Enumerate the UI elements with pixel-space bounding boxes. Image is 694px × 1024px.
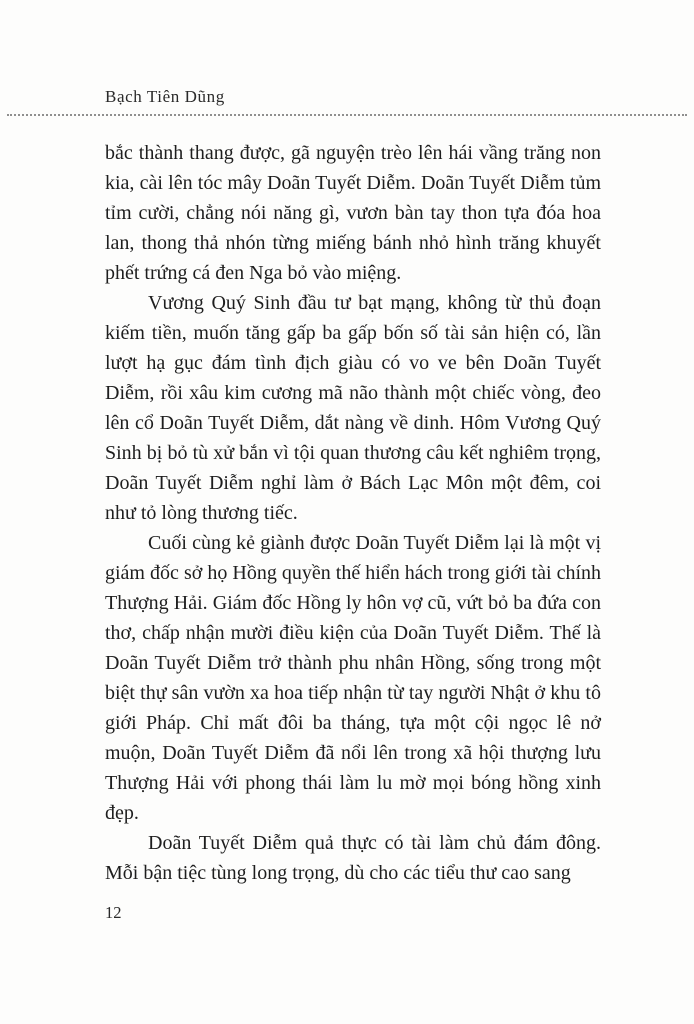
page-header <box>105 87 225 107</box>
body-text <box>105 138 601 888</box>
paragraph: bắc thành thang được, gã nguyện trèo lên hái vầng trăng non kia, cài lên tóc mây Doãn Tuyết Diễm. Doãn Tuyết Diễm tủm tỉm cười, chẳng nói năng gì, vươn bàn tay thon tựa đóa hoa lan, thong thả nhón từng miếng bánh nhỏ hình trăng khuyết phết trứng cá đen Nga bỏ vào miệng. <box>105 142 601 284</box>
paragraph: Cuối cùng kẻ giành được Doãn Tuyết Diễm lại là một vị giám đốc sở họ Hồng quyền thế hiển hách trong giới tài chính Thượng Hải. Giám đốc Hồng ly hôn vợ cũ, vứt bỏ ba đứa con thơ, chấp nhận mười điều kiện của Doãn Tuyết Diễm. Thế là Doãn Tuyết Diễm trở thành phu nhân Hồng, sống trong một biệt thự sân vườn xa hoa tiếp nhận từ tay người Nhật ở khu tô giới Pháp. Chỉ mất đôi ba tháng, tựa một cội ngọc lê nở muộn, Doãn Tuyết Diễm đã nổi lên trong xã hội thượng lưu Thượng Hải với phong thái làm lu mờ mọi bóng hồng xinh đẹp. <box>105 532 601 824</box>
running-head-author: Bạch Tiên Dũng <box>105 87 225 106</box>
paragraph: Vương Quý Sinh đầu tư bạt mạng, không từ thủ đoạn kiếm tiền, muốn tăng gấp ba gấp bốn số tài sản hiện có, lần lượt hạ gục đám tình địch giàu có vo ve bên Doãn Tuyết Diễm, rồi xâu kim cương mã não thành một chiếc vòng, đeo lên cổ Doãn Tuyết Diễm, dắt nàng về dinh. Hôm Vương Quý Sinh bị bỏ tù xử bắn vì tội quan thương câu kết nghiêm trọng, Doãn Tuyết Diễm nghỉ làm ở Bách Lạc Môn một đêm, coi như tỏ lòng thương tiếc. <box>105 292 601 524</box>
page-number: 12 <box>105 903 122 922</box>
header-divider <box>7 114 687 116</box>
paragraph: Doãn Tuyết Diễm quả thực có tài làm chủ đám đông. Mỗi bận tiệc tùng long trọng, dù cho các tiểu thư cao sang <box>105 832 601 884</box>
